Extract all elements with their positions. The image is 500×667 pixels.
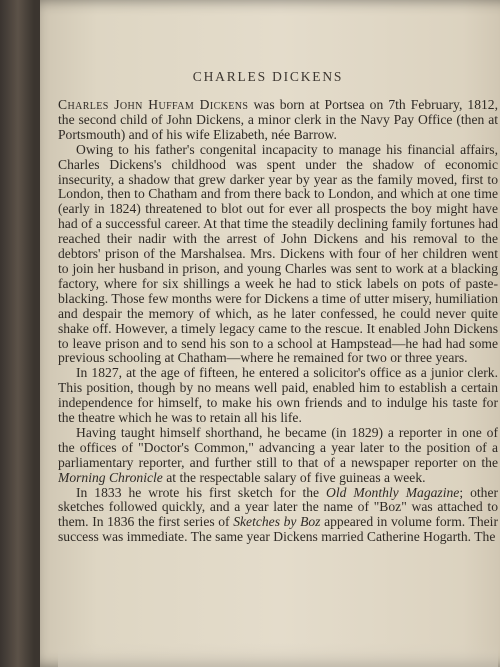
- paragraph-5: [58, 486, 498, 546]
- intro-name: Charles John Huffam Dickens: [58, 97, 249, 112]
- paragraph-4: [58, 426, 498, 486]
- paragraph-5-part-c: appeared in volume form. Their success was immediate. The same year Dickens married Catherine Hogarth. The: [58, 514, 498, 545]
- paragraph-4-part-b: at the respectable salary of five guineas a week.: [162, 469, 426, 485]
- paragraph-5-part-b: ; other sketches followed quickly, and a year later the name of "Boz" was attached to them. In 1836 the first series of: [58, 484, 498, 530]
- paragraph-1: [58, 98, 498, 143]
- newspaper-title: Morning Chronicle: [58, 469, 163, 485]
- book-page: [40, 0, 500, 667]
- paragraph-3: In 1827, at the age of fifteen, he entered a solicitor's office as a junior clerk. This position, though by no means well paid, enabled him to establish a certain independence for himself, to make his own friends and to indulge his taste for the theatre which he was to retain all his life.: [58, 365, 498, 426]
- paragraph-4-part-a: Having taught himself shorthand, he became (in 1829) a reporter in one of the offices of "Doctor's Common," advancing a year later to the position of a parliamentary reporter, and further still to that of a newspaper reporter on the: [58, 424, 498, 470]
- intro-text: was born at Portsea on 7th February, 1812, the second child of John Dickens, a minor clerk in the Navy Pay Office (then at Portsmouth) and of his wife Elizabeth, née Barrow.: [58, 97, 498, 142]
- magazine-title: Old Monthly Magazine: [326, 484, 460, 500]
- paragraph-5-part-a: In 1833 he wrote his first sketch for the: [76, 484, 327, 500]
- bottom-shadow: [58, 643, 498, 667]
- body-text: [58, 98, 498, 545]
- chapter-title: CHARLES DICKENS: [192, 69, 344, 84]
- page-body: [58, 0, 498, 667]
- book-title: Sketches by Boz: [233, 514, 321, 530]
- paragraph-2: Owing to his father's congenital incapacity to manage his financial affairs, Charles Dickens's childhood was spent under the shadow of economic insecurity, a shadow that grew darker year by year as the family moved, first to London, then to Chatham and from there back to London, and which at one time (early in 1824) threatened to blot out for ever all prospects the boy might have had of a successful career. At that time the steadily declining family fortunes had reached their nadir with the arrest of John Dickens and his removal to the debtors' prison of the Marshalsea. Mrs. Dickens with four of her children went to join her husband in prison, and young Charles was sent to work at a blacking factory, where for six shillings a week he had to stick labels on pots of paste-blacking. Those few months were for Dickens a time of utter misery, humiliation and despair the memory of which, as he later confessed, he could never quite shake off. However, a timely legacy came to the rescue. It enabled John Dickens to leave prison and to send his son to a school at Hampstead—he had had some previous schooling at Chatham—where he remained for two or three years.: [58, 141, 498, 366]
